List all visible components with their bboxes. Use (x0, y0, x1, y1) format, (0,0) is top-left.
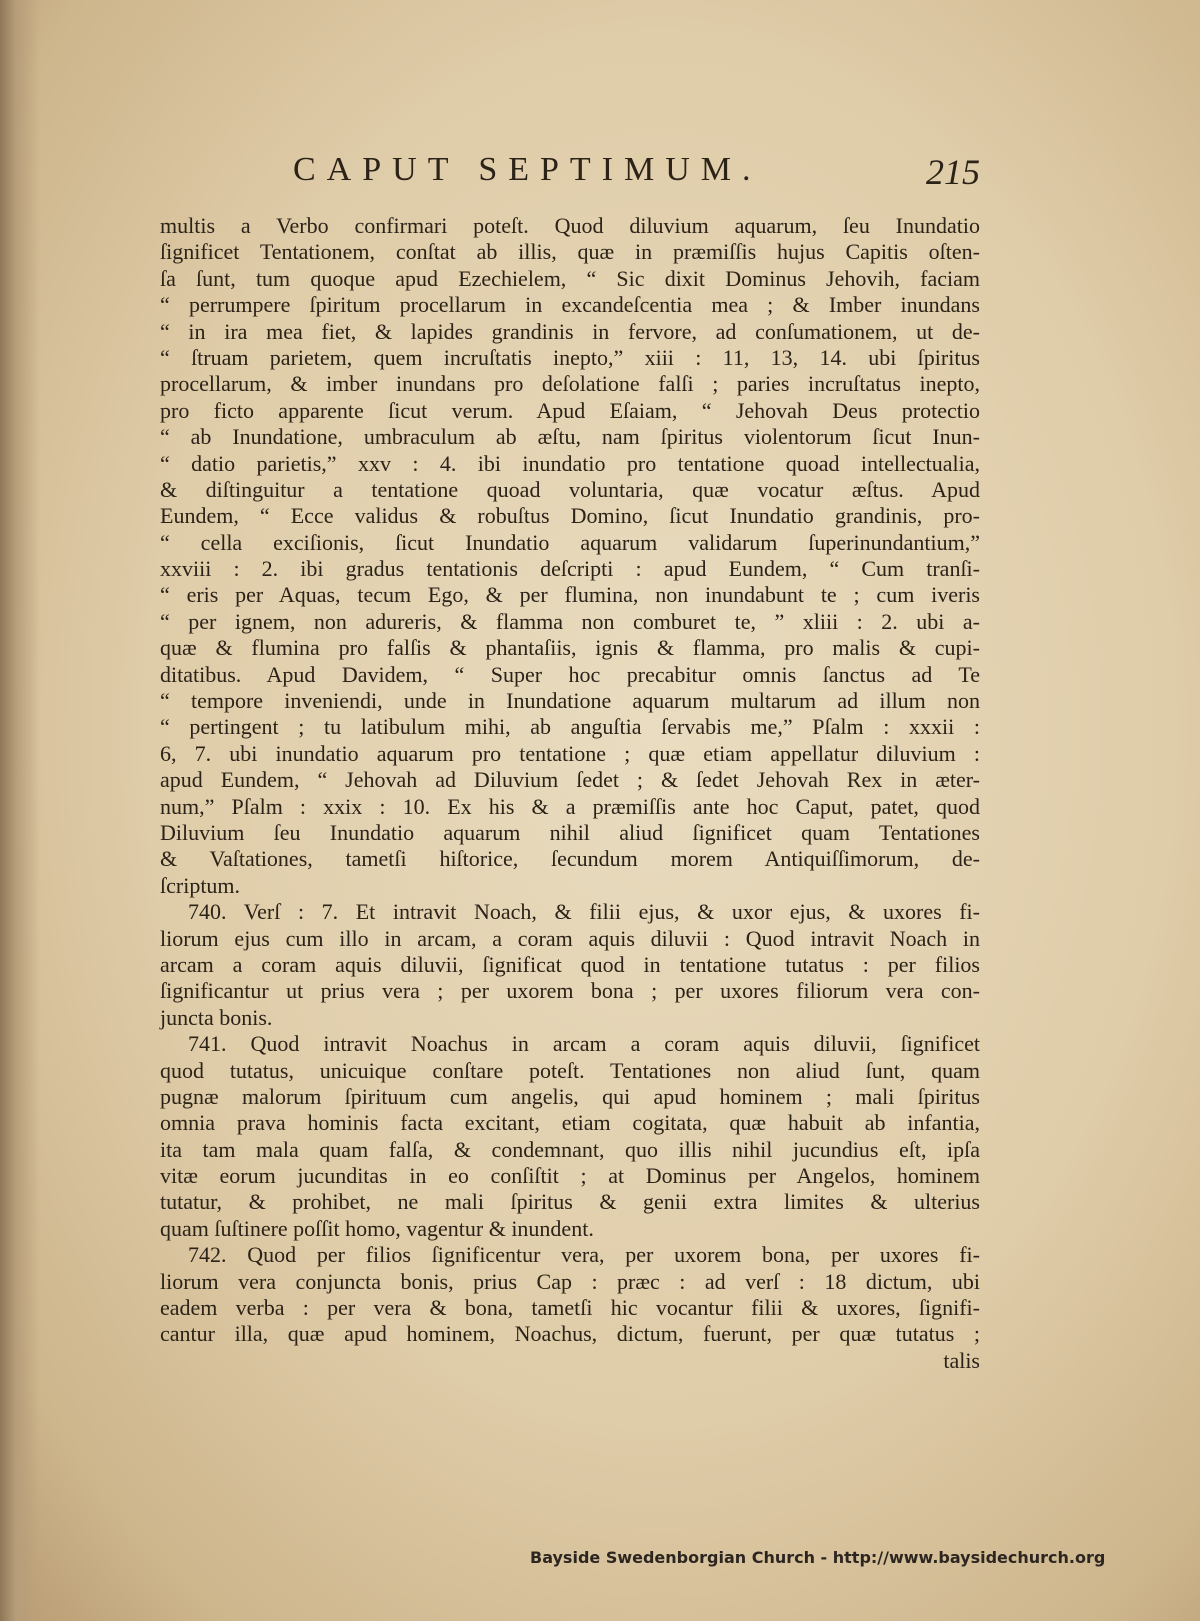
text-line: liorum vera conjuncta bonis, prius Cap : præc : ad verſ : 18 dictum, ubi (160, 1268, 980, 1294)
page-number: 215 (926, 152, 980, 192)
text-line: Diluvium ſeu Inundatio aquarum nihil aliud ſignificet quam Tentationes (160, 819, 980, 845)
body-text (160, 213, 980, 1374)
binding-gutter-shadow (0, 0, 40, 1621)
text-line: cantur illa, quæ apud hominem, Noachus, dictum, fuerunt, per quæ tutatus ; (160, 1321, 980, 1347)
text-line: quod tutatus, unicuique conſtare poteſt. Tentationes non aliud ſunt, quam (160, 1057, 980, 1083)
catchword: talis (943, 1347, 980, 1373)
chapter-title: CAPUT SEPTIMUM. (293, 151, 762, 188)
text-line: ſignificet Tentationem, conſtat ab illis, quæ in præmiſſis hujus Capitis oſten- (160, 239, 980, 265)
paragraph-741-start: 741. Quod intravit Noachus in arcam a coram aquis diluvii, ſignificet (188, 1031, 980, 1057)
text-line: “ ſtruam parietem, quem incruſtatis inepto,” xiii : 11, 13, 14. ubi ſpiritus (160, 344, 980, 370)
text-line: vitæ eorum jucunditas in eo conſiſtit ; at Dominus per Angelos, hominem (160, 1163, 980, 1189)
text-line: eadem verba : per vera & bona, tametſi hic vocantur filii & uxores, ſignifi- (160, 1295, 980, 1321)
text-line: apud Eundem, “ Jehovah ad Diluvium ſedet ; & ſedet Jehovah Rex in æter- (160, 767, 980, 793)
text-line: ita tam mala quam falſa, & condemnant, quo illis nihil jucundius eſt, ipſa (160, 1136, 980, 1162)
text-line: & diſtinguitur a tentatione quoad voluntaria, quæ vocatur æſtus. Apud (160, 476, 980, 502)
text-line: “ perrumpere ſpiritum procellarum in excandeſcentia mea ; & Imber inundans (160, 292, 980, 318)
text-line: ditatibus. Apud Davidem, “ Super hoc precabitur omnis ſanctus ad Te (160, 661, 980, 687)
text-line: tutatur, & prohibet, ne mali ſpiritus & genii extra limites & ulterius (160, 1189, 980, 1215)
text-line: liorum ejus cum illo in arcam, a coram aquis diluvii : Quod intravit Noach in (160, 925, 980, 951)
text-line: “ pertingent ; tu latibulum mihi, ab anguſtia ſervabis me,” Pſalm : xxxii : (160, 714, 980, 740)
text-line: “ in ira mea fiet, & lapides grandinis in fervore, ad conſumationem, ut de- (160, 318, 980, 344)
text-line: quæ & flumina pro falſis & phantaſiis, ignis & flamma, pro malis & cupi- (160, 635, 980, 661)
text-line: ſignificantur ut prius vera ; per uxorem bona ; per uxores filiorum vera con- (160, 978, 980, 1004)
paragraph-742-start: 742. Quod per filios ſignificentur vera, per uxorem bona, per uxores fi- (188, 1242, 980, 1268)
text-line: “ cella exciſionis, ſicut Inundatio aquarum validarum ſuperinundantium,” (160, 529, 980, 555)
footer-credit: Bayside Swedenborgian Church - http://www.baysidechurch.org (530, 1548, 1106, 1567)
text-line: juncta bonis. (160, 1004, 273, 1030)
text-line: multis a Verbo confirmari poteſt. Quod diluvium aquarum, ſeu Inundatio (160, 213, 980, 238)
text-line: procellarum, & imber inundans pro deſolatione falſi ; paries incruſtatus inepto, (160, 371, 980, 397)
text-line: “ tempore inveniendi, unde in Inundatione aquarum multarum ad illum non (160, 688, 980, 714)
text-line: num,” Pſalm : xxix : 10. Ex his & a præmiſſis ante hoc Caput, patet, quod (160, 793, 980, 819)
text-line: “ datio parietis,” xxv : 4. ibi inundatio pro tentatione quoad intellectualia, (160, 450, 980, 476)
text-line: ſcriptum. (160, 872, 241, 898)
text-line: omnia prava hominis facta excitant, etiam cogitata, quæ habuit ab infantia, (160, 1110, 980, 1136)
text-line: 6, 7. ubi inundatio aquarum pro tentatione ; quæ etiam appellatur diluvium : (160, 740, 980, 766)
text-line: ſa ſunt, tum quoque apud Ezechielem, “ Sic dixit Dominus Jehovih, faciam (160, 265, 980, 291)
text-line: arcam a coram aquis diluvii, ſignificat quod in tentatione tutatus : per filios (160, 951, 980, 977)
text-line: pugnæ malorum ſpirituum cum angelis, qui apud hominem ; mali ſpiritus (160, 1083, 980, 1109)
text-line: Eundem, “ Ecce validus & robuſtus Domino, ſicut Inundatio grandinis, pro- (160, 503, 980, 529)
text-line: quam ſuſtinere poſſit homo, vagentur & inundent. (160, 1215, 594, 1241)
text-line: xxviii : 2. ibi gradus tentationis deſcripti : apud Eundem, “ Cum tranſi- (160, 556, 980, 582)
text-line: & Vaſtationes, tametſi hiſtorice, ſecundum morem Antiquiſſimorum, de- (160, 846, 980, 872)
text-line: “ per ignem, non adureris, & flamma non comburet te, ” xliii : 2. ubi a- (160, 608, 980, 634)
paragraph-740-start: 740. Verſ : 7. Et intravit Noach, & filii ejus, & uxor ejus, & uxores fi- (188, 899, 980, 925)
running-head (160, 150, 980, 200)
text-line: pro ficto apparente ſicut verum. Apud Eſaiam, “ Jehovah Deus protectio (160, 397, 980, 423)
text-line: “ ab Inundatione, umbraculum ab æſtu, nam ſpiritus violentorum ſicut Inun- (160, 424, 980, 450)
text-line: “ eris per Aquas, tecum Ego, & per flumina, non inundabunt te ; cum iveris (160, 582, 980, 608)
